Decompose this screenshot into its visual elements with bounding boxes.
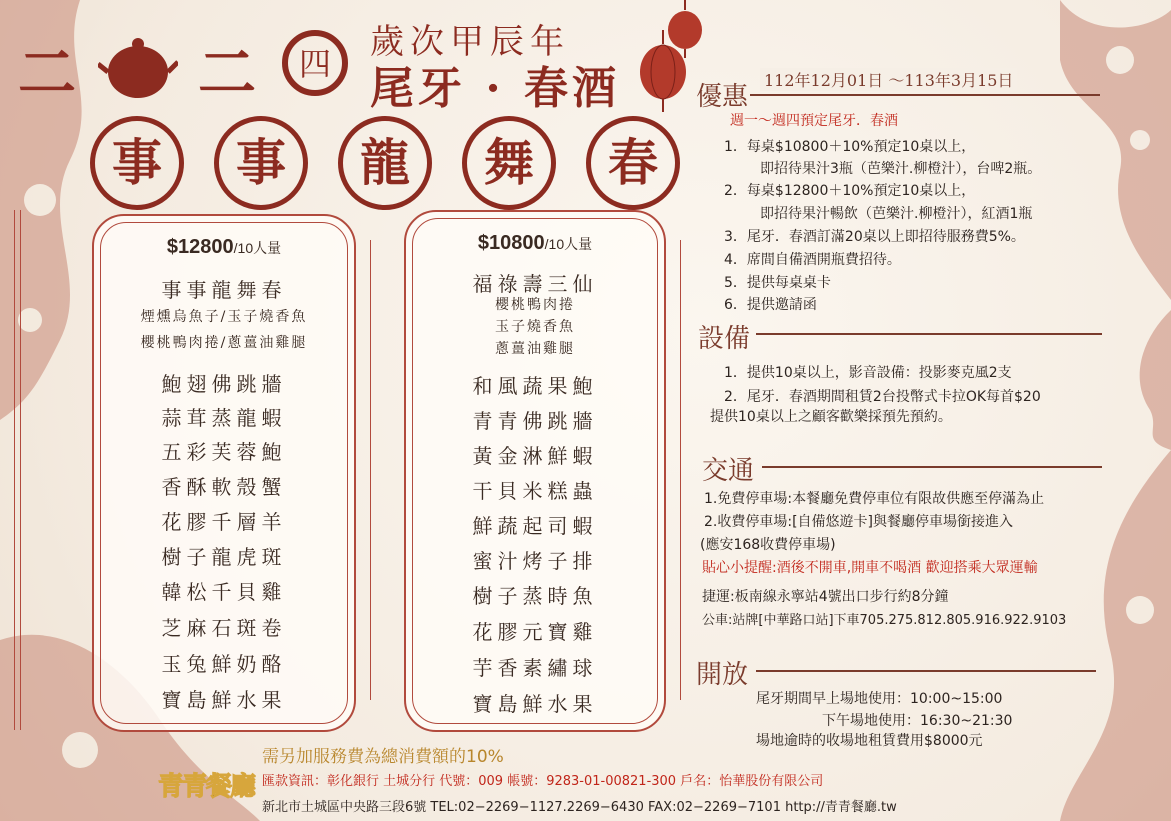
opening-heading: 開放	[696, 660, 749, 690]
divider-line	[370, 240, 371, 700]
offer-item: 1．每桌$10800＋10%預定10桌以上，	[724, 139, 976, 155]
offer-item: 3．尾牙．春酒訂滿20桌以上即招待服務費5%。	[724, 229, 1025, 245]
dish-item: 韓松千貝雞	[161, 580, 287, 604]
dish-item: 五彩芙蓉鮑	[161, 440, 287, 464]
traffic-item: (應安168收費停車場)	[700, 537, 836, 553]
dish-item: 樹子蒸時魚	[472, 584, 598, 608]
menu-card-10800	[404, 210, 666, 732]
year-digit: 二	[198, 39, 257, 107]
equipment-item: 1．提供10桌以上，影音設備：投影麥克風2支	[724, 365, 1012, 381]
dish-item: 鮑翅佛跳牆	[161, 372, 287, 396]
offer-item: 6．提供邀請函	[724, 297, 817, 313]
divider-line	[14, 210, 15, 730]
traffic-item: 1.免費停車場:本餐廳免費停車位有限故供應至停滿為止	[704, 491, 1045, 507]
lead-sub-item: 玉子燒香魚	[495, 319, 575, 335]
seal-circle: 舞	[462, 116, 556, 210]
menu-card-12800	[92, 214, 356, 732]
dish-item: 芋香素繡球	[472, 656, 598, 680]
lantern-icon	[636, 30, 690, 114]
seal-circle: 事	[214, 116, 308, 210]
lead-sub-item: 煙燻烏魚子/玉子燒香魚	[140, 309, 308, 325]
dish-item: 香酥軟殼蟹	[161, 475, 287, 499]
address-contact: 新北市土城區中央路三段6號 TEL:02−2269−1127.2269−6430 FAX:02−2269−7101 http://青青餐廳.tw	[262, 800, 897, 815]
seal-circle: 龍	[338, 116, 432, 210]
opening-item: 下午場地使用：16:30~21:30	[822, 713, 1013, 729]
offer-item: 4．席間自備酒開瓶費招待。	[724, 252, 901, 268]
divider-line	[680, 240, 681, 700]
dish-item: 玉兔鮮奶酪	[161, 652, 287, 676]
year-digit: 二	[18, 39, 77, 107]
price-value: $12800	[166, 236, 234, 258]
dish-item: 花膠元寶雞	[472, 620, 598, 644]
dish-item: 蜜汁烤子排	[472, 549, 598, 573]
event-title: 尾牙 · 春酒	[370, 63, 620, 114]
service-fee-note: 需另加服務費為總消費額的10%	[262, 747, 504, 767]
offer-item: 即招待果汁暢飲（芭樂汁.柳橙汁），紅酒1瓶	[760, 206, 1033, 222]
restaurant-logo	[158, 764, 255, 802]
seal-row	[90, 116, 680, 206]
offer-item: 5．提供每桌桌卡	[724, 275, 831, 291]
logo-text: 青青餐廳	[158, 772, 255, 802]
seal-four-glyph: 四	[298, 45, 332, 83]
year-glyphs	[18, 22, 358, 107]
equipment-item: 提供10桌以上之顧客歡樂採預先預約。	[710, 409, 952, 425]
traffic-item: 2.收費停車場:[自備悠遊卡]與餐廳停車場銜接進入	[704, 514, 1013, 530]
equipment-rule	[756, 333, 1102, 335]
dish-item: 蒜茸蒸龍蝦	[161, 406, 287, 430]
equipment-item: 2．尾牙．春酒期間租賃2台投幣式卡拉OK每首$20	[724, 389, 1041, 405]
dish-item: 寶島鮮水果	[472, 692, 598, 716]
dish-item: 芝麻石斑卷	[161, 616, 287, 640]
traffic-heading: 交通	[702, 456, 755, 486]
offer-item: 即招待果汁3瓶（芭樂汁.柳橙汁），台啤2瓶。	[760, 161, 1042, 177]
equipment-heading: 設備	[698, 324, 751, 354]
opening-item: 尾牙期間早上場地使用：10:00~15:00	[756, 691, 1003, 707]
divider-line	[20, 210, 21, 730]
price-unit: /10人量	[233, 240, 282, 256]
traffic-bus: 公車:站牌[中華路口站]下車705.275.812.805.916.922.9103	[702, 613, 1067, 628]
lead-dish: 福祿壽三仙	[472, 272, 598, 296]
dish-item: 寶島鮮水果	[161, 688, 287, 712]
dragon-papercut-top-right	[1000, 0, 1171, 300]
dish-item: 花膠千層羊	[161, 510, 287, 534]
offer-date-range: 112年12月01日 ～113年3月15日	[760, 68, 1017, 91]
dish-item: 鮮蔬起司蝦	[472, 514, 598, 538]
traffic-rule	[762, 466, 1102, 468]
lead-dish: 事事龍舞春	[161, 278, 287, 302]
offer-heading: 優惠	[696, 82, 749, 112]
opening-item: 場地逾時的收場地租賃費用$8000元	[756, 733, 983, 749]
four-seal-icon	[280, 28, 350, 98]
dish-item: 黃金淋鮮蝦	[472, 444, 598, 468]
menu-price	[406, 232, 664, 255]
remit-info: 匯款資訊：彰化銀行 土城分行 代號：009 帳號：9283-01-00821-300 戶名：怡華股份有限公司	[262, 774, 824, 789]
dish-item: 干貝米糕蟲	[472, 479, 598, 503]
traffic-mrt: 捷運:板南線永寧站4號出口步行約8分鐘	[702, 589, 949, 605]
teapot-zero-icon	[98, 32, 178, 102]
dish-item: 青青佛跳牆	[472, 409, 598, 433]
offer-weekday-note: 週一～週四預定尾牙．春酒	[730, 113, 898, 129]
seal-circle: 事	[90, 116, 184, 210]
traffic-reminder: 貼心小提醒:酒後不開車,開車不喝酒 歡迎搭乘大眾運輸	[702, 560, 1038, 576]
dragon-papercut-bottom-right	[1030, 450, 1171, 821]
offer-rule	[750, 94, 1100, 96]
menu-price	[94, 236, 354, 259]
lead-sub-item: 櫻桃鴨肉捲	[495, 297, 575, 313]
offer-item: 2．每桌$12800＋10%預定10桌以上，	[724, 183, 976, 199]
year-subtitle: 歲次甲辰年	[370, 22, 570, 62]
price-value: $10800	[477, 232, 545, 254]
dish-item: 和風蔬果鮑	[472, 374, 598, 398]
lead-sub-item: 蔥薑油雞腿	[495, 341, 575, 357]
seal-circle: 春	[586, 116, 680, 210]
lead-sub-item: 櫻桃鴨肉捲/蔥薑油雞腿	[140, 335, 308, 351]
dish-item: 樹子龍虎斑	[161, 545, 287, 569]
price-unit: /10人量	[544, 236, 593, 252]
opening-rule	[756, 670, 1096, 672]
cloud-papercut-right-mid	[1100, 310, 1171, 450]
